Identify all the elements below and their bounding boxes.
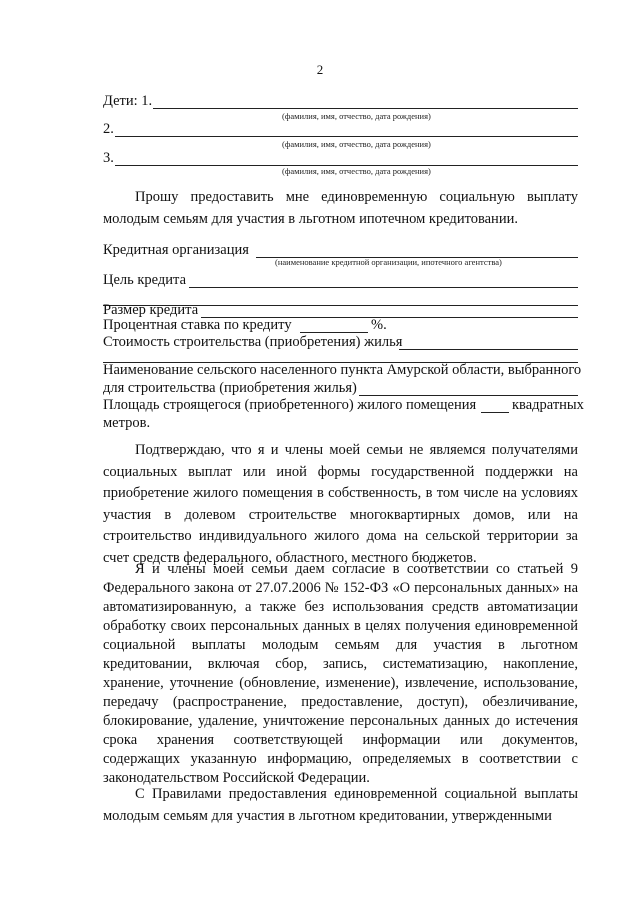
settlement-label-2: для строительства (приобретения жилья) (103, 380, 357, 396)
area-unit-1: квадратных (512, 397, 584, 413)
credit-purpose-row (103, 272, 578, 290)
page-number: 2 (316, 62, 324, 77)
interest-rate-row (103, 317, 578, 335)
credit-org-label: Кредитная организация (103, 242, 249, 258)
child-number-2: 2. (103, 121, 114, 137)
area-field[interactable] (481, 412, 509, 413)
child-row-2 (103, 121, 578, 139)
child-3-hint: (фамилия, имя, отчество, дата рождения) (282, 166, 431, 176)
interest-rate-label: Процентная ставка по кредиту (103, 317, 292, 333)
settlement-row-1 (103, 362, 582, 380)
confirm-paragraph: Подтверждаю, что я и члены моей семьи не являемся получателями социальных выплат или иной формы государственной поддержки на приобретение жилого помещения в собственность, в том числе на условиях участия в долевом строительстве многоквартирных домов, или на строительство индивидуального жилого дома на сельской территории за счет средств федерального, областного, местного бюджетов. (103, 442, 578, 566)
settlement-label-1: Наименование сельского населенного пункта Амурской области, выбранного (103, 362, 582, 378)
settlement-field[interactable] (359, 395, 578, 396)
child-2-field[interactable] (115, 136, 578, 137)
credit-org-hint: (наименование кредитной организации, ипотечного агентства) (275, 257, 502, 267)
credit-purpose-field[interactable] (189, 287, 578, 288)
consent-paragraph: Я и члены моей семьи даем согласие в соответствии со статьей 9 Федерального закона от 27.07.2006 № 152-ФЗ «О персональных данных» на автоматизированную, а также без использования средств автоматизации обработку своих персональных данных в целях получения единовременной социальной выплаты молодым семьям для участия в льготном кредитовании, включая сбор, запись, систематизацию, накопление, хранение, уточнение (обновление, изменение), извлечение, использование, передачу (распространение, предоставление, доступ), обезличивание, блокирование, удаление, уничтожение персональных данных до истечения срока хранения соответствующей информации или документов, содержащих указанную информацию, определяемых в соответствии с законодательством Российской Федерации. (103, 561, 578, 786)
request-paragraph: Прошу предоставить мне единовременную социальную выплату молодым семьям для участия в льготном ипотечном кредитовании. (103, 189, 578, 227)
area-row (103, 397, 584, 415)
child-number-3: 3. (103, 150, 114, 166)
interest-rate-field[interactable] (300, 332, 368, 333)
credit-purpose-label: Цель кредита (103, 272, 187, 288)
credit-size-label: Размер кредита (103, 302, 199, 318)
child-1-hint: (фамилия, имя, отчество, дата рождения) (282, 111, 431, 121)
rules-paragraph: С Правилами предоставления единовременной социальной выплаты молодым семьям для участия в льготном кредитовании, утвержденными (103, 786, 578, 824)
child-number-1: 1. (141, 93, 153, 109)
area-label: Площадь строящегося (приобретенного) жилого помещения (103, 397, 477, 413)
interest-rate-unit: %. (371, 317, 387, 333)
child-row-1 (103, 93, 578, 111)
area-unit-2: метров. (103, 415, 151, 431)
child-2-hint: (фамилия, имя, отчество, дата рождения) (282, 139, 431, 149)
child-1-field[interactable] (153, 108, 578, 109)
children-label: Дети: (103, 93, 138, 109)
settlement-row-2 (103, 380, 578, 398)
housing-cost-label: Стоимость строительства (приобретения) жилья (103, 334, 403, 350)
area-row-2 (103, 415, 578, 433)
